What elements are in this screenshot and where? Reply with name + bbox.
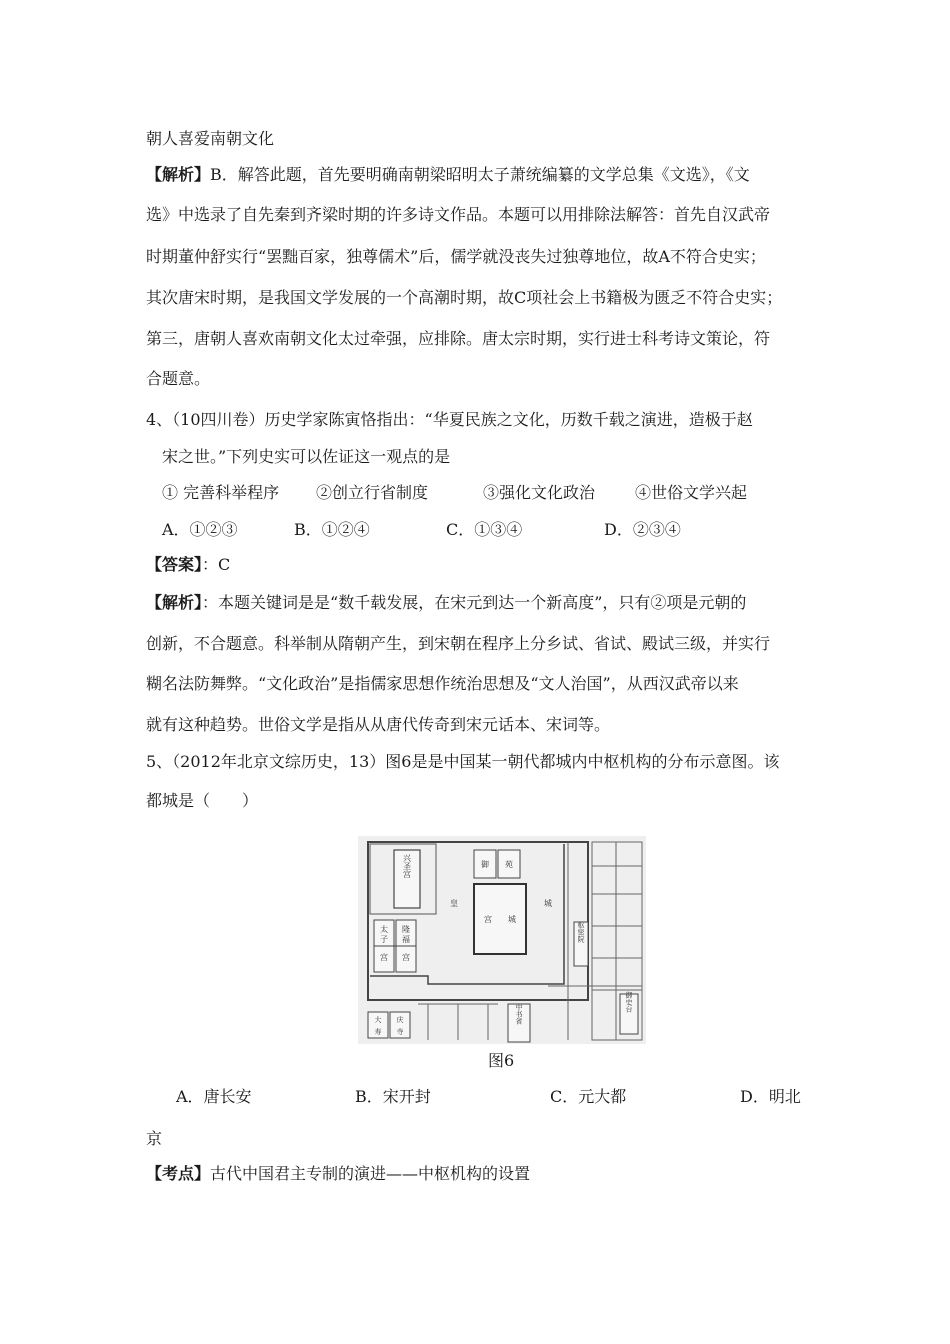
q5-option-d-wrap: 京 bbox=[146, 1129, 163, 1148]
q4-option-d: D．②③④ bbox=[604, 520, 681, 539]
huangcheng-label-2: 城 bbox=[544, 899, 552, 908]
yuyuan-label-1: 御 bbox=[481, 860, 489, 869]
q4-item: ① 完善科举程序 bbox=[162, 483, 280, 502]
si-label-3: 寿 bbox=[374, 1028, 382, 1036]
taizi-label-3: 宫 bbox=[380, 953, 388, 962]
analysis-line: 时期董仲舒实行“罢黜百家，独尊儒术”后，儒学就没丧失过独尊地位，故A不符合史实； bbox=[146, 247, 766, 266]
taizi-label-1: 太 bbox=[380, 925, 388, 934]
analysis-line: 创新，不合题意。科举制从隋朝产生，到宋朝在程序上分乡试、省试、殿试三级，并实行 bbox=[146, 634, 771, 653]
q4-item: ③强化文化政治 bbox=[483, 483, 596, 502]
taizi-label-2: 子 bbox=[380, 935, 388, 944]
q5-option-c: C．元大都 bbox=[550, 1087, 627, 1106]
analysis-label: 【解析】 bbox=[146, 165, 211, 184]
yushi-label: 御史台 bbox=[625, 991, 633, 1013]
question-4-stem: 4、（10四川卷）历史学家陈寅恪指出：“华夏民族之文化，历数千载之演进，造极于赵 bbox=[146, 410, 753, 429]
analysis-line: 就有这种趋势。世俗文学是指从从唐代传奇到宋元话本、宋词等。 bbox=[146, 715, 611, 734]
analysis-line bbox=[146, 592, 746, 614]
analysis-line: 第三，唐朝人喜欢南朝文化太过牵强，应排除。唐太宗时期，实行进士科考诗文策论，符 bbox=[146, 329, 771, 348]
q5-option-b: B．宋开封 bbox=[355, 1087, 431, 1106]
shumi-label: 枢密院 bbox=[577, 921, 585, 943]
q4-item: ②创立行省制度 bbox=[316, 483, 429, 502]
analysis-line: 合题意。 bbox=[146, 369, 211, 388]
q4-option-a: A．①②③ bbox=[162, 520, 238, 539]
huangcheng-label-1: 皇 bbox=[450, 899, 458, 908]
si-label-1: 大 bbox=[374, 1016, 382, 1024]
analysis-line: 其次唐宋时期，是我国文学发展的一个高潮时期，故C项社会上书籍极为匮乏不符合史实； bbox=[146, 288, 783, 307]
longfu-label-2: 福 bbox=[402, 935, 410, 944]
figure-caption: 图6 bbox=[488, 1051, 515, 1070]
analysis-text: B．解答此题，首先要明确南朝梁昭明太子萧统编纂的文学总集《文选》，《文 bbox=[210, 165, 750, 184]
longfu-label-3: 宫 bbox=[402, 953, 410, 962]
continued-text: 朝人喜爱南朝文化 bbox=[146, 129, 275, 148]
xingsheng-label: 兴圣宫 bbox=[402, 854, 412, 878]
analysis-line: 选》中选录了自先秦到齐梁时期的许多诗文作品。本题可以用排除法解答：首先自汉武帝 bbox=[146, 205, 771, 224]
gongcheng-label-1: 宫 bbox=[484, 915, 492, 924]
q5-option-a: A．唐长安 bbox=[176, 1087, 252, 1106]
palace-city bbox=[474, 884, 526, 954]
question-5-stem: 5、（2012年北京文综历史，13）图6是是中国某一朝代都城内中枢机构的分布示意图。该 bbox=[146, 752, 780, 771]
answer-label: 【答案】 bbox=[146, 555, 203, 574]
si-label-4: 寺 bbox=[396, 1028, 404, 1036]
analysis-line: 糊名法防舞弊。“文化政治”是指儒家思想作统治思想及“文人治国”，从西汉武帝以来 bbox=[146, 674, 739, 693]
capital-layout-figure bbox=[358, 836, 646, 1044]
kaodian-text: 古代中国君主专制的演进——中枢机构的设置 bbox=[210, 1164, 531, 1183]
answer-line bbox=[146, 554, 230, 576]
q4-item: ④世俗文学兴起 bbox=[635, 483, 748, 502]
analysis-label: 【解析】 bbox=[146, 593, 203, 612]
q4-option-c: C．①③④ bbox=[446, 520, 523, 539]
analysis-line bbox=[146, 164, 750, 186]
zhongshu-label: 中书省 bbox=[515, 1003, 523, 1025]
question-5-stem-cont: 都城是（ ） bbox=[146, 791, 259, 810]
question-4-stem-cont: 宋之世。”下列史实可以佐证这一观点的是 bbox=[162, 447, 451, 466]
answer-value: ：C bbox=[202, 555, 231, 574]
gongcheng-label-2: 城 bbox=[508, 915, 516, 924]
kaodian-line bbox=[146, 1163, 530, 1185]
si-label-2: 庆 bbox=[396, 1016, 404, 1024]
yuyuan-label-2: 苑 bbox=[505, 860, 513, 869]
q5-option-d: D．明北 bbox=[740, 1087, 801, 1106]
longfu-label-1: 隆 bbox=[402, 925, 410, 934]
kaodian-label: 【考点】 bbox=[146, 1164, 211, 1183]
analysis-text: ：本题关键词是是“数千载发展，在宋元到达一个新高度”，只有②项是元朝的 bbox=[202, 593, 747, 612]
q4-option-b: B．①②④ bbox=[294, 520, 370, 539]
